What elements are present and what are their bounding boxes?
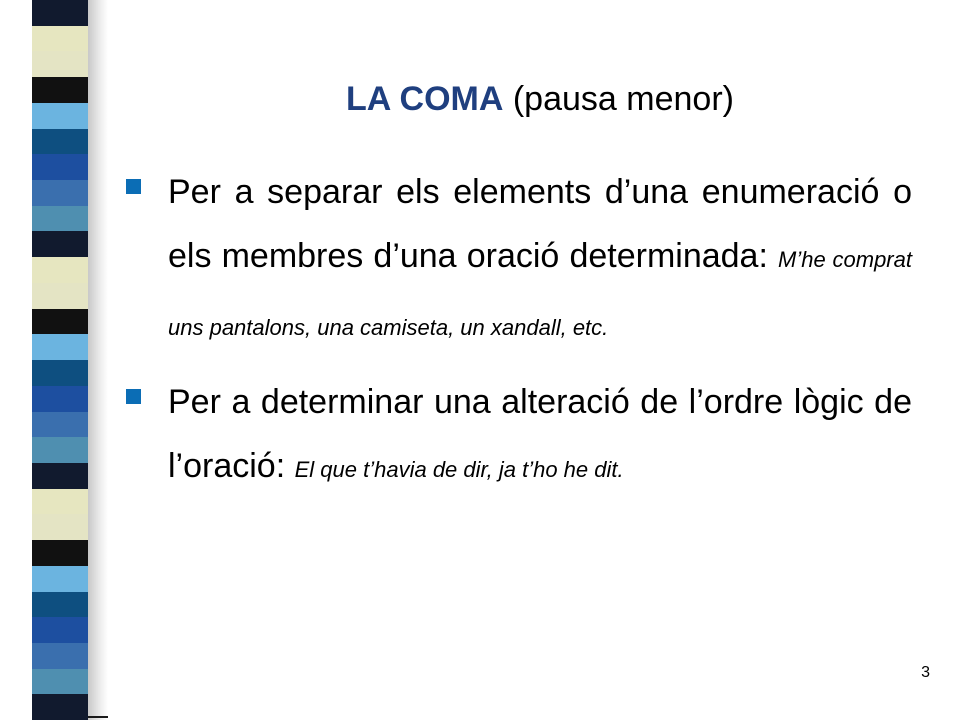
stripe-cell bbox=[32, 0, 88, 26]
bullet-text-2 bbox=[168, 370, 912, 502]
bullet-text-1 bbox=[168, 160, 912, 360]
stripe-cell bbox=[32, 489, 88, 515]
stripe-cell bbox=[32, 694, 88, 720]
title-strong: LA COMA bbox=[346, 80, 504, 118]
stripe-edge bbox=[0, 0, 32, 720]
bullet-item-1 bbox=[126, 160, 912, 360]
stripe-cell bbox=[32, 669, 88, 695]
bullet-item-2 bbox=[126, 370, 912, 502]
stripe-column bbox=[32, 0, 88, 720]
stripe-cell bbox=[32, 257, 88, 283]
stripe-cell bbox=[32, 77, 88, 103]
stripe-cell bbox=[32, 231, 88, 257]
stripe-cell bbox=[32, 360, 88, 386]
stripe-cell bbox=[32, 643, 88, 669]
square-bullet-icon bbox=[126, 389, 141, 404]
stripe-cell bbox=[32, 51, 88, 77]
page-number: 3 bbox=[921, 664, 930, 681]
decorative-stripe bbox=[0, 0, 108, 720]
stripe-cell bbox=[32, 437, 88, 463]
stripe-cell bbox=[32, 103, 88, 129]
stripe-cell bbox=[32, 129, 88, 155]
bullet-main-1: Per a separar els elements d’una enumeració o els membres d’una oració determinada: bbox=[168, 173, 912, 275]
stripe-shadow bbox=[88, 0, 108, 720]
bullet-main-2: Per a determinar una alteració de l’ordre lògic de l’oració: bbox=[168, 383, 912, 485]
stripe-cell bbox=[32, 566, 88, 592]
slide-title bbox=[170, 80, 910, 119]
stripe-cell bbox=[32, 412, 88, 438]
stripe-cell bbox=[32, 26, 88, 52]
bullet-example-2: El que t’havia de dir, ja t’ho he dit. bbox=[294, 457, 624, 482]
stripe-cell bbox=[32, 514, 88, 540]
stripe-cell bbox=[32, 617, 88, 643]
bullet-example-1: M’he comprat uns pantalons, una camiseta, un xandall, etc. bbox=[168, 247, 912, 340]
stripe-cell bbox=[32, 334, 88, 360]
square-bullet-icon bbox=[126, 179, 141, 194]
bullet-list bbox=[126, 160, 912, 512]
stripe-cell bbox=[32, 309, 88, 335]
title-rest: (pausa menor) bbox=[512, 80, 734, 118]
stripe-cell bbox=[32, 463, 88, 489]
stripe-cell bbox=[32, 540, 88, 566]
stripe-cell bbox=[32, 386, 88, 412]
stripe-cell bbox=[32, 154, 88, 180]
stripe-cell bbox=[32, 206, 88, 232]
stripe-bottom-line bbox=[88, 716, 108, 718]
stripe-cell bbox=[32, 180, 88, 206]
stripe-cell bbox=[32, 283, 88, 309]
stripe-cell bbox=[32, 592, 88, 618]
